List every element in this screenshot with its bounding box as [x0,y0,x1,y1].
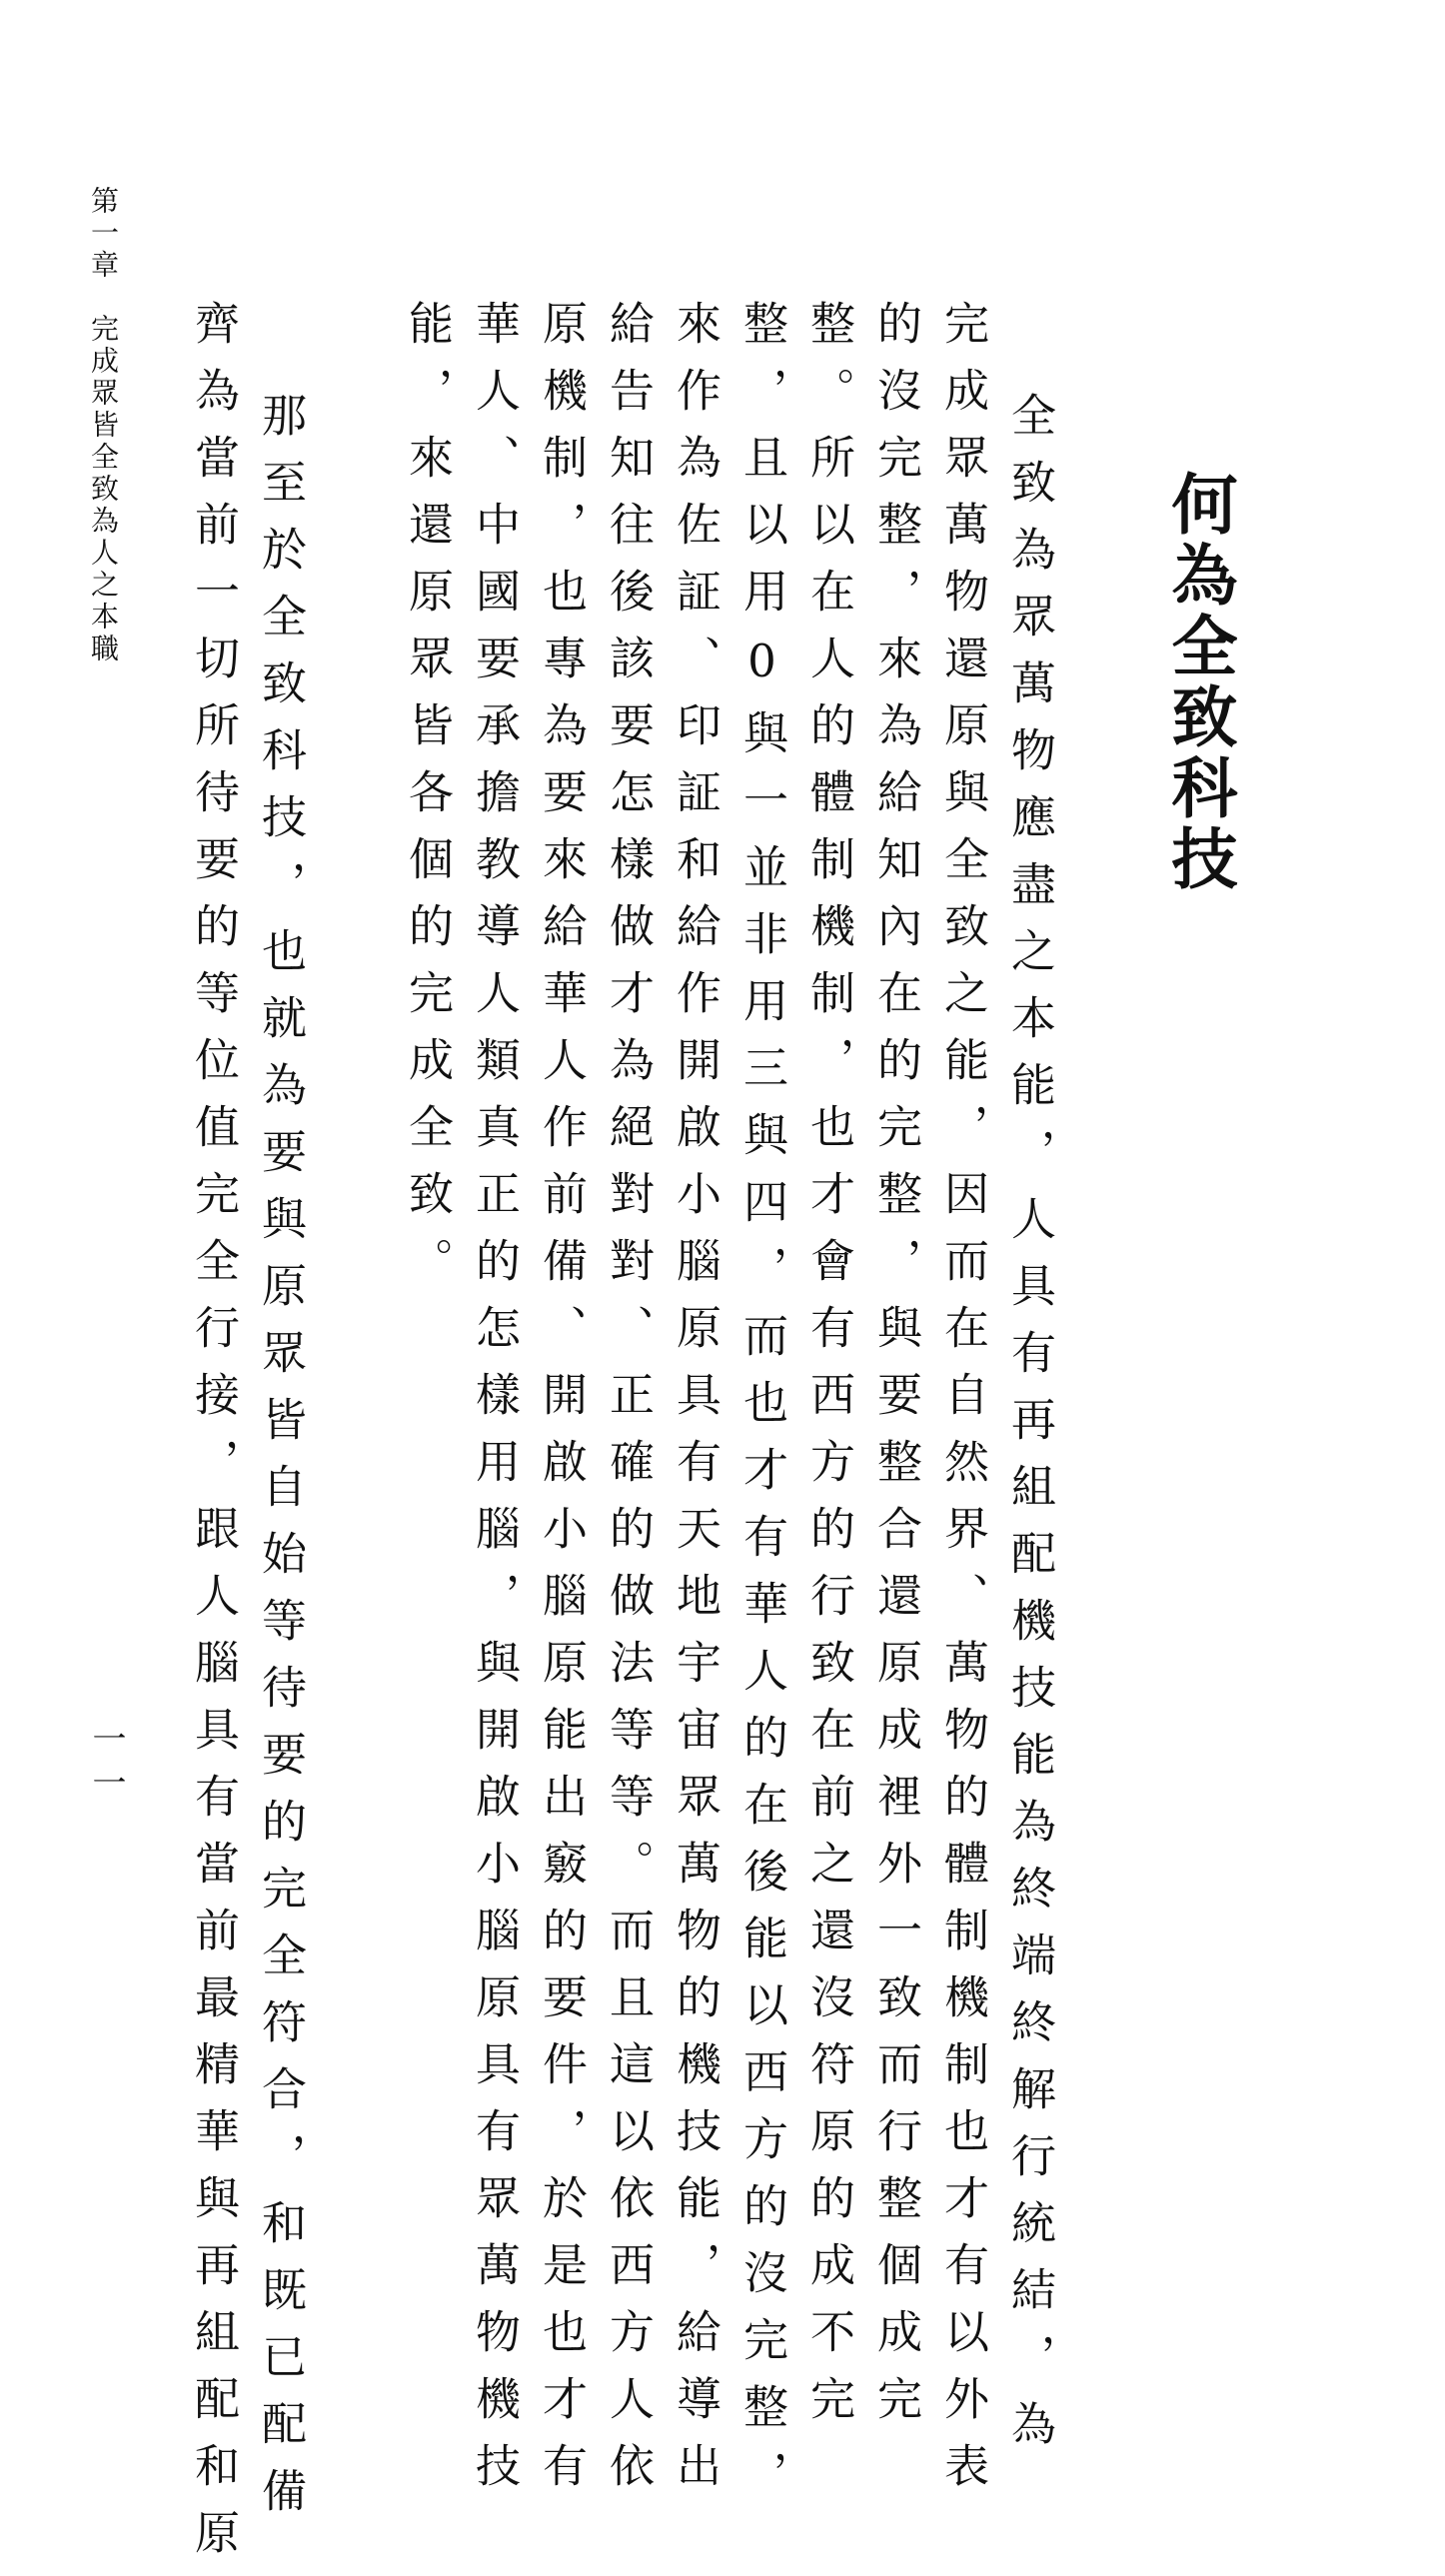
text-line: 給告知往後該要怎樣做才為絕對對、正確的做法等等。而且這以依西方人依 [602,300,655,2509]
article-title: 何為全致科技 [1160,470,1238,895]
text-line: 完成眾萬物還原與全致之能，因而在自然界、萬物的體制機制也才有以外表 [936,300,989,2509]
page-number: 一一 [86,1721,126,1809]
text-line: 能，來還原眾皆各個的完成全致。 [401,300,454,1304]
text-line: 來作為佐証、印証和給作開啟小腦原具有天地宇宙眾萬物的機技能，給導出 [669,300,722,2509]
running-head: 第一章 完成眾皆全致為人之本職 [87,186,120,665]
text-line: 華人、中國要承擔教導人類真正的怎樣用腦，與開啟小腦原具有眾萬物機技 [468,300,521,2509]
text-line: 整，且以用0與一並非用三與四，而也才有華人的在後能以西方的沒完整， [735,300,788,2517]
text-line: 整。所以在人的體制機制，也才會有西方的行致在前之還沒符原的成不完 [802,300,855,2442]
text-line: 全致為眾萬物應盡之本能，人具有再組配機技能為終端終解行統結，為 [1003,392,1056,2467]
text-line: 那至於全致科技，也就為要與原眾皆自始等待要的完全符合，和既已配備 [254,392,307,2534]
text-line: 原機制，也專為要來給華人作前備、開啟小腦原能出竅的要件，於是也才有 [535,300,588,2509]
text-line: 齊為當前一切所待要的等位值完全行接，跟人腦具有當前最精華與再組配和原 [187,300,240,2576]
text-line: 的沒完整，來為給知內在的完整，與要整合還原成裡外一致而行整個成完 [869,300,922,2442]
